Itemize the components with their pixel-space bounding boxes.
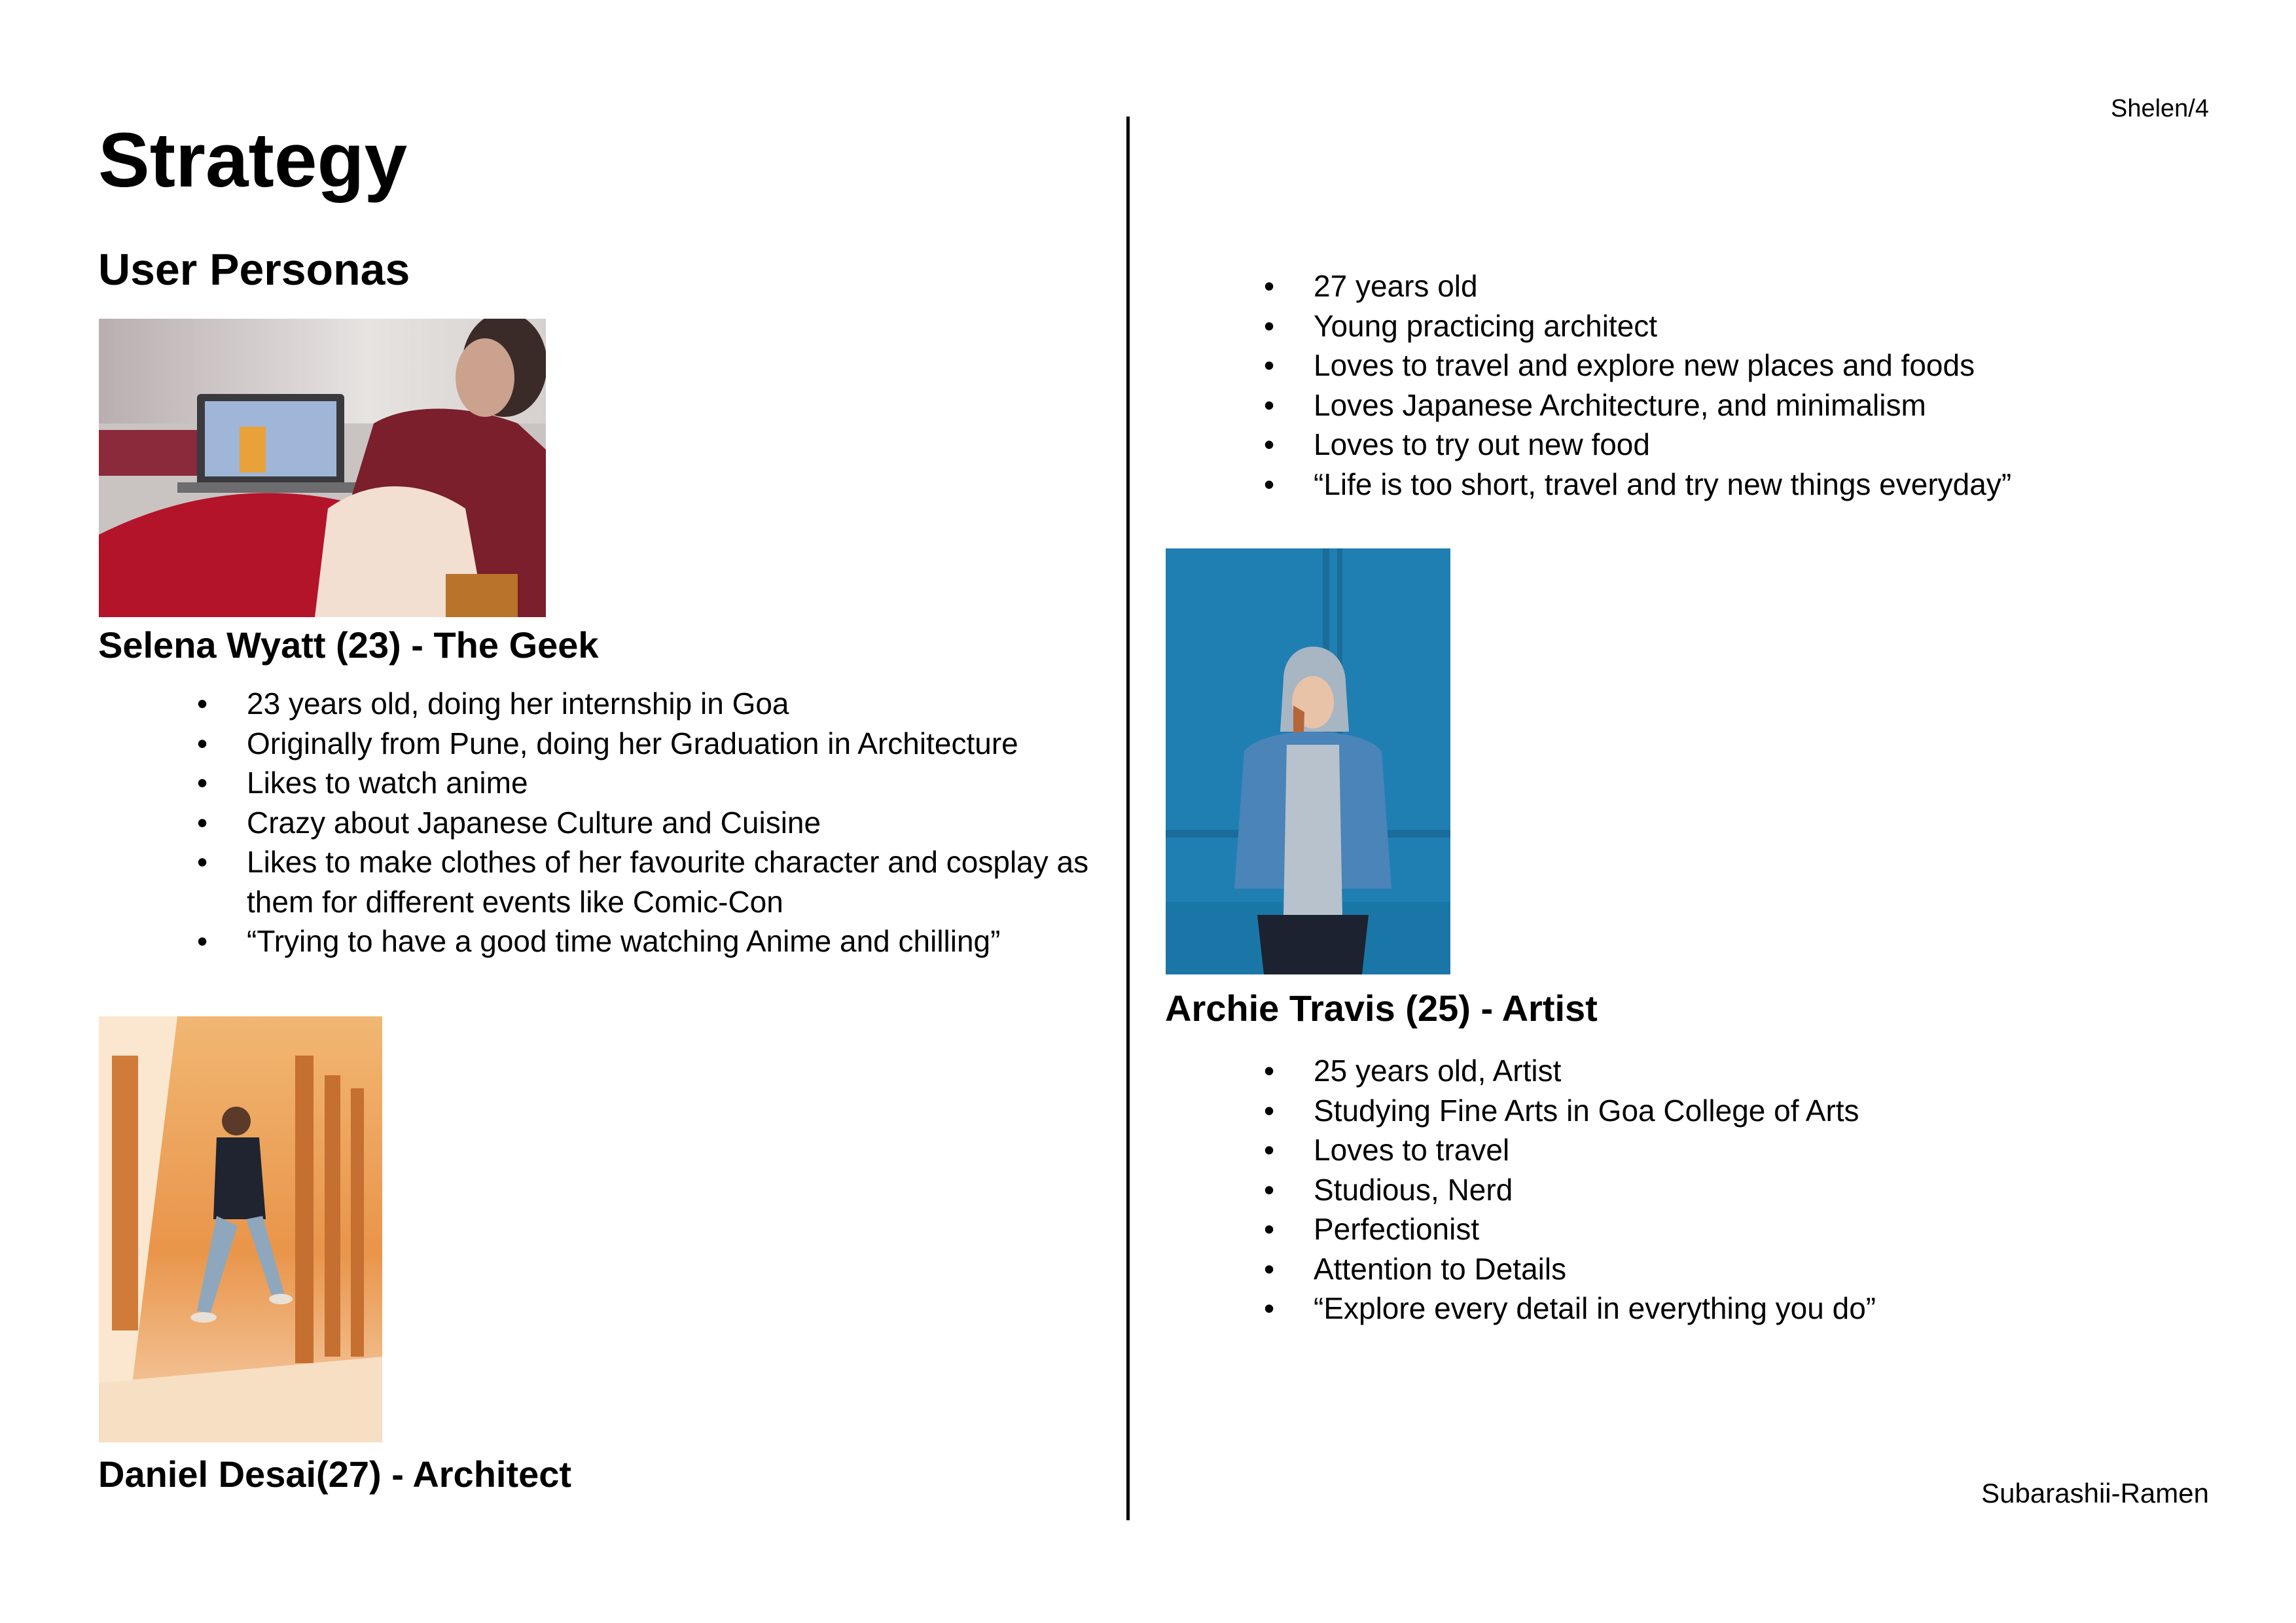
persona-traits-daniel	[1265, 266, 2011, 504]
list-item: • Attention to Details	[1265, 1249, 1876, 1289]
list-item: • Likes to watch anime	[198, 763, 1088, 803]
list-item: • Loves to travel and explore new places and foods	[1265, 346, 2011, 385]
column-divider	[1126, 116, 1130, 1520]
list-item: • Loves to travel	[1265, 1130, 1876, 1170]
persona-traits-selena	[198, 684, 1088, 961]
page-title: Strategy	[98, 117, 408, 204]
persona-name-selena: Selena Wyatt (23) - The Geek	[98, 624, 599, 666]
list-item: • 25 years old, Artist	[1265, 1051, 1876, 1091]
man-in-colonnade-photo	[99, 1016, 382, 1442]
list-item: • “Explore every detail in everything you do”	[1265, 1289, 1876, 1329]
woman-watching-laptop-photo	[99, 319, 546, 617]
list-item: • Loves to try out new food	[1265, 425, 2011, 465]
list-item: • Studious, Nerd	[1265, 1170, 1876, 1210]
list-item: • Young practicing architect	[1265, 306, 2011, 346]
list-item: • Likes to make clothes of her favourite character and cosplay as	[198, 842, 1088, 882]
persona-name-archie: Archie Travis (25) - Artist	[1165, 988, 1598, 1029]
list-item: • Perfectionist	[1265, 1209, 1876, 1249]
list-item: • Crazy about Japanese Culture and Cuisine	[198, 803, 1088, 843]
footer-brand: Subarashii-Ramen	[1981, 1478, 2209, 1508]
persona-traits-archie	[1265, 1051, 1876, 1329]
woman-in-denim-jacket-photo	[1166, 548, 1450, 974]
persona-name-daniel: Daniel Desai(27) - Architect	[98, 1454, 572, 1495]
list-item: • Studying Fine Arts in Goa College of Arts	[1265, 1091, 1876, 1131]
list-item: • “Life is too short, travel and try new things everyday”	[1265, 465, 2011, 505]
section-title: User Personas	[98, 245, 410, 294]
list-item: • 23 years old, doing her internship in Goa	[198, 684, 1088, 724]
page-number: Shelen/4	[2110, 95, 2209, 122]
list-item: • 27 years old	[1265, 266, 2011, 306]
list-item: • Originally from Pune, doing her Graduation in Architecture	[198, 724, 1088, 764]
list-item: • “Trying to have a good time watching Anime and chilling”	[198, 921, 1088, 961]
list-item-continuation: them for different events like Comic-Con	[247, 884, 783, 919]
list-item: • Loves Japanese Architecture, and minimalism	[1265, 385, 2011, 425]
